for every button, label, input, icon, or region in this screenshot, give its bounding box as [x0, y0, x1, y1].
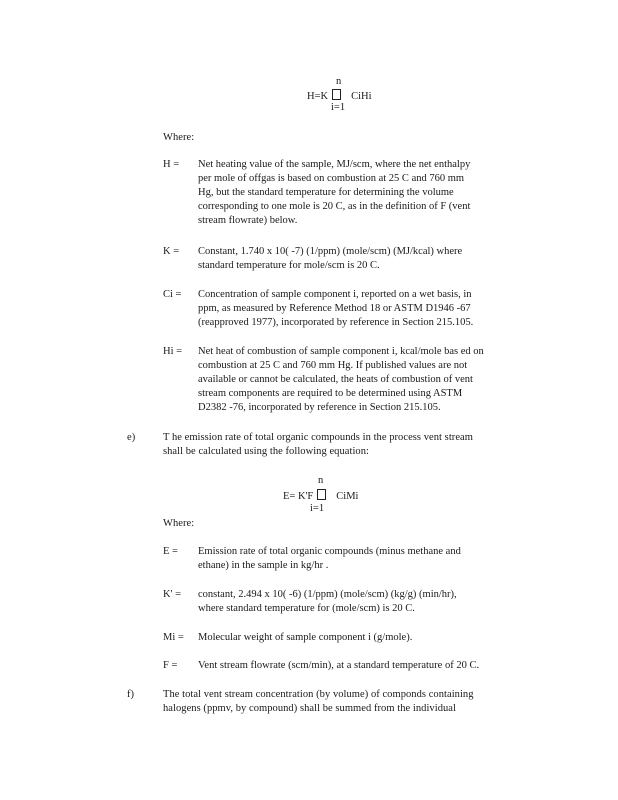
- symbol-Mi: Mi =: [163, 632, 184, 643]
- definition-line: ethane) in the sample in kg/hr .: [198, 560, 329, 571]
- definition-line: Molecular weight of sample component i (g/mole).: [198, 632, 413, 643]
- definition-Hi: [198, 345, 484, 415]
- item-e-label: e): [127, 432, 136, 443]
- equation-rhs: CiMi: [336, 491, 359, 502]
- symbol-K: K =: [163, 246, 180, 257]
- symbol-F: F =: [163, 660, 178, 671]
- symbol-E: E =: [163, 546, 178, 557]
- definition-K: [198, 245, 462, 273]
- definition-line: stream flowrate) below.: [198, 215, 298, 226]
- definition-K-prime: [198, 588, 457, 616]
- summation-icon: [332, 89, 341, 100]
- definition-line: available or cannot be calculated, the heats of combustion of vent: [198, 374, 473, 385]
- item-f-line: halogens (ppmv, by compound) shall be summed from the individual: [163, 703, 456, 714]
- definition-line: (reapproved 1977), incorporated by reference in Section 215.105.: [198, 317, 474, 328]
- symbol-H: H =: [163, 159, 180, 170]
- definition-line: corresponding to one mole is 20 C, as in the definition of F (vent: [198, 201, 471, 212]
- definition-line: Vent stream flowrate (scm/min), at a standard temperature of 20 C.: [198, 660, 480, 671]
- item-e-line: T he emission rate of total organic compounds in the process vent stream: [163, 432, 473, 443]
- definition-line: Net heating value of the sample, MJ/scm, where the net enthalpy: [198, 159, 471, 170]
- definition-H: [198, 158, 470, 228]
- symbol-K-prime: K' =: [163, 589, 182, 600]
- definition-line: Emission rate of total organic compounds (minus methane and: [198, 546, 461, 557]
- item-e-line: shall be calculated using the following equation:: [163, 446, 369, 457]
- definition-line: stream components are required to be determined using ASTM: [198, 388, 463, 399]
- definition-line: constant, 2.494 x 10( -6) (1/ppm) (mole/scm) (kg/g) (min/hr),: [198, 589, 457, 600]
- equation-lhs: E= K'F: [283, 491, 314, 502]
- sum-lower-limit: i=1: [331, 102, 346, 113]
- definition-line: ppm, as measured by Reference Method 18 or ASTM D1946 -67: [198, 303, 471, 314]
- definition-line: where standard temperature for (mole/scm) is 20 C.: [198, 603, 415, 614]
- symbol-Hi: Hi =: [163, 346, 183, 357]
- definition-line: standard temperature for mole/scm is 20 C.: [198, 260, 380, 271]
- where-label: Where:: [163, 132, 195, 143]
- definition-line: per mole of offgas is based on combustion at 25 C and 760 mm: [198, 173, 465, 184]
- equation-line: [307, 89, 372, 103]
- equation-lhs: H=K: [307, 91, 329, 102]
- sum-lower-limit: i=1: [310, 503, 325, 514]
- summation-icon: [317, 489, 326, 500]
- definition-Mi: [198, 631, 412, 645]
- definition-line: Constant, 1.740 x 10( -7) (1/ppm) (mole/scm) (MJ/kcal) where: [198, 246, 463, 257]
- definition-E: [198, 545, 461, 573]
- definition-line: D2382 -76, incorporated by reference in Section 215.105.: [198, 402, 441, 413]
- equation-line: [283, 489, 358, 503]
- sum-upper-limit: n: [336, 76, 342, 87]
- symbol-Ci: Ci =: [163, 289, 182, 300]
- item-f-label: f): [127, 689, 135, 700]
- equation-rhs: CiHi: [351, 91, 372, 102]
- definition-line: Net heat of combustion of sample component i, kcal/mole bas ed on: [198, 346, 484, 357]
- where-label: Where:: [163, 518, 195, 529]
- definition-line: Concentration of sample component i, reported on a wet basis, in: [198, 289, 472, 300]
- definition-line: combustion at 25 C and 760 mm Hg. If published values are not: [198, 360, 468, 371]
- sum-upper-limit: n: [318, 475, 324, 486]
- item-f-line: The total vent stream concentration (by volume) of componds containing: [163, 689, 474, 700]
- definition-line: Hg, but the standard temperature for determining the volume: [198, 187, 454, 198]
- definition-Ci: [198, 288, 473, 330]
- definition-F: [198, 659, 479, 673]
